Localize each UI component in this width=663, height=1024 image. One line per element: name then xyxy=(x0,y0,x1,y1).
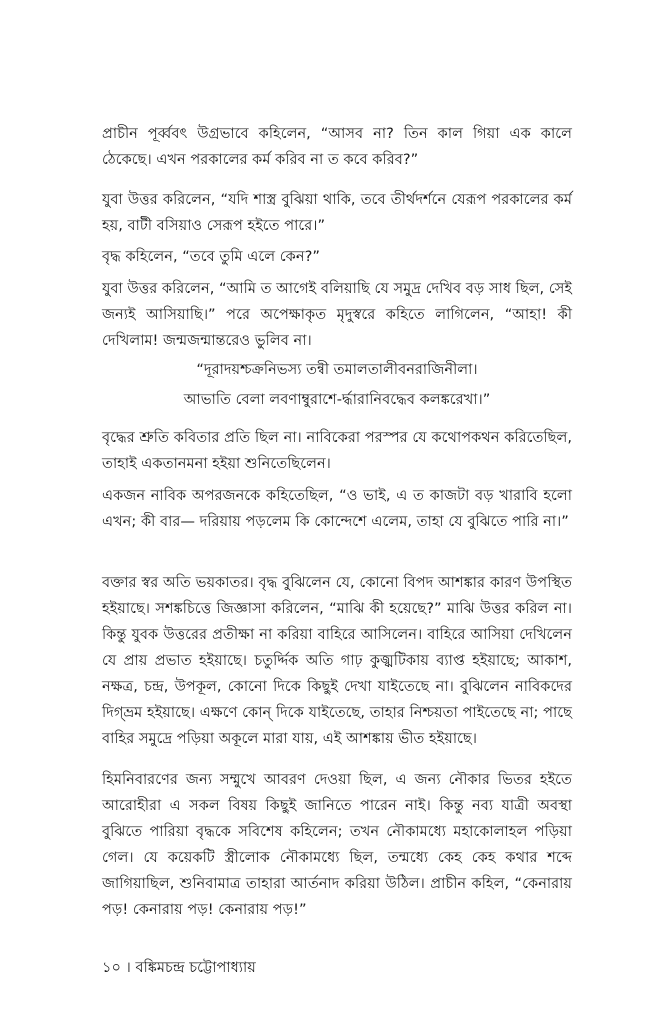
paragraph-7: বক্তার স্বর অতি ভয়কাতর। বৃদ্ধ বুঝিলেন যে, কোনো বিপদ আশঙ্কার কারণ উপস্থিত হইয়াছে। সশঙ্কচিত্তে জিজ্ঞাসা করিলেন, “মাঝি কী হয়েছে?” মাঝি উত্তর করিল না। কিন্তু যুবক উত্তরের প্রতীক্ষা না করিয়া বাহিরে আসিলেন। বাহিরে আসিয়া দেখিলেন যে প্রায় প্রভাত হইয়াছে। চতুর্দ্দিক অতি গাঢ় কুজ্ঝটিকায় ব্যাপ্ত হইয়াছে; আকাশ, নক্ষত্র, চন্দ্র, উপকূল, কোনো দিকে কিছুই দেখা যাইতেছে না। বুঝিলেন নাবিকদের দিগ্‌ভ্রম হইয়াছে। এক্ষণে কোন্ দিকে যাইতেছে, তাহার নিশ্চয়তা পাইতেছে না; পাছে বাহির সমুদ্রে পড়িয়া অকূলে মারা যায়, এই আশঙ্কায় ভীত হইয়াছে। xyxy=(102,574,572,747)
page-footer: ১০ । বঙ্কিমচন্দ্র চট্টোপাধ্যায় xyxy=(102,959,256,976)
verse-line-2: আভাতি বেলা লবণাম্বুরাশে-র্দ্ধারানিবদ্ধেব কলঙ্করেখা।” xyxy=(183,391,491,408)
paragraph-4: যুবা উত্তর করিলেন, “আমি ত আগেই বলিয়াছি যে সমুদ্র দেখিব বড় সাধ ছিল, সেই জন্যই আসিয়াছি।” পরে অপেক্ষাকৃত মৃদুস্বরে কহিতে লাগিলেন, “আহা! কী দেখিলাম! জন্মজন্মান্তরেও ভুলিব না। xyxy=(102,280,572,349)
paragraph-3: বৃদ্ধ কহিলেন, “তবে তুমি এলে কেন?” xyxy=(102,248,320,265)
verse-block xyxy=(102,355,572,415)
paragraph-6: একজন নাবিক অপরজনকে কহিতেছিল, “ও ভাই, এ ত কাজটা বড় খারাবি হলো এখন; কী বার— দরিয়ায় পড়লেম কি কোন্দেশে এলেম, তাহা যে বুঝিতে পারি না।” xyxy=(102,487,572,530)
verse-line-1: “দূরাদয়শ্চক্রনিভস্য তন্বী তমালতালীবনরাজিনীলা। xyxy=(196,361,478,378)
paragraph-5: বৃদ্ধের শ্রুতি কবিতার প্রতি ছিল না। নাবিকেরা পরস্পর যে কথোপকথন করিতেছিল, তাহাই একতানমনা হইয়া শুনিতেছিলেন। xyxy=(102,429,572,472)
paragraph-8: হিমনিবারণের জন্য সম্মুখে আবরণ দেওয়া ছিল, এ জন্য নৌকার ভিতর হইতে আরোহীরা এ সকল বিষয় কিছুই জানিতে পারেন নাই। কিন্তু নব্য যাত্রী অবস্থা বুঝিতে পারিয়া বৃদ্ধকে সবিশেষ কহিলেন; তখন নৌকামধ্যে মহাকোলাহল পড়িয়া গেল। যে কয়েকটি স্ত্রীলোক নৌকামধ্যে ছিল, তন্মধ্যে কেহ কেহ কথার শব্দে জাগিয়াছিল, শুনিবামাত্র তাহারা আর্তনাদ করিয়া উঠিল। প্রাচীন কহিল, “কেনারায় পড়! কেনারায় পড়! কেনারায় পড়!” xyxy=(102,771,572,918)
paragraph-2: যুবা উত্তর করিলেন, “যদি শাস্ত্র বুঝিয়া থাকি, তবে তীর্থদর্শনে যেরূপ পরকালের কর্ম হয়, বাটী বসিয়াও সেরূপ হইতে পারে।” xyxy=(102,191,572,234)
paragraph-1: প্রাচীন পূর্ব্ববৎ উগ্রভাবে কহিলেন, “আসব না? তিন কাল গিয়া এক কালে ঠেকেছে। এখন পরকালের কর্ম করিব না ত কবে করিব?” xyxy=(102,125,572,168)
